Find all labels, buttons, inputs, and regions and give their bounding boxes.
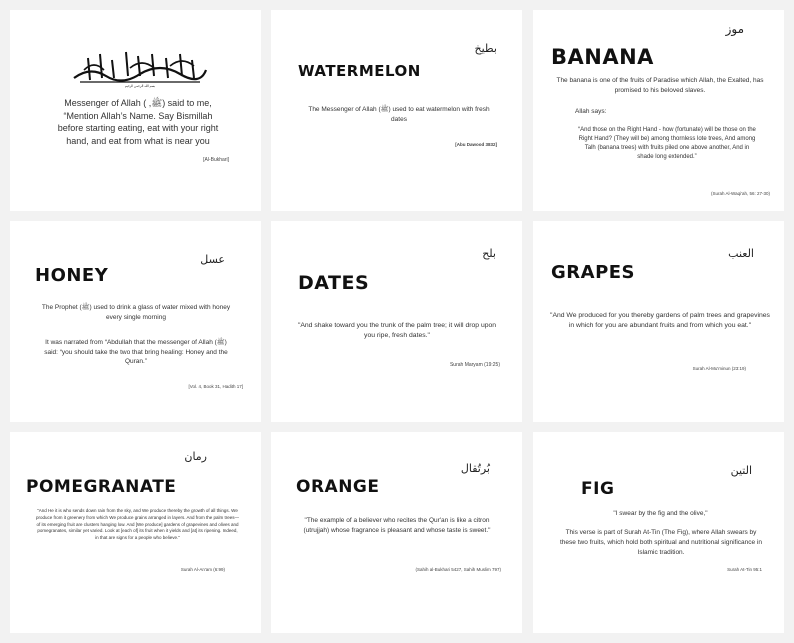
card-body: "And He it is who sends down rain from the sky, and We produce thereby the growth of all things. We produce from it greenery from which We produce grains arranged in layers. And from the palm trees—of its emerging fruit are clusters hanging low. And [We produce] gardens of grapevines and olives and pomegranates, similar yet varied. Look at [each of] its fruit when it yields and [at] its ripening. Indeed, in that are signs for a people who believe." xyxy=(36,508,240,541)
arabic-name: رمان xyxy=(184,450,207,463)
card-title: FIG xyxy=(581,479,615,499)
arabic-name: التين xyxy=(730,464,752,477)
card-title: BANANA xyxy=(551,45,654,69)
arabic-name: بطيخ xyxy=(474,42,497,55)
arabic-name: العنب xyxy=(728,247,754,260)
card-source: [Al-Bukhari] xyxy=(203,157,229,163)
card-title: WATERMELON xyxy=(298,62,421,80)
card-source: Surah Maryam (19:25) xyxy=(449,362,500,368)
card-title: GRAPES xyxy=(551,262,636,283)
card-body: "And shake toward you the trunk of the palm tree; it will drop upon you ripe, fresh dates." xyxy=(297,322,497,339)
arabic-name: موز xyxy=(725,22,744,36)
card-body: "And We produced for you thereby gardens of palm trees and grapevines in which for you are abundant fruits and from which you eat." xyxy=(550,312,770,329)
arabic-name: عسل xyxy=(200,253,225,266)
card-source: (Sahih al-Bukhari 5427, Sahih Muslim 797) xyxy=(415,567,501,572)
card-dates xyxy=(271,221,522,422)
card-banana xyxy=(533,10,784,211)
card-body: Messenger of Allah ( ,ﷺ) said to me, “Mention Allah’s Name. Say Bismillah before starting eating, eat with your right hand, and eat from what is near you xyxy=(57,98,219,146)
card-label: Allah says: xyxy=(575,108,607,115)
arabic-name: بلح xyxy=(482,247,496,260)
card-source: Surah Al-Mu'minun (23:19) xyxy=(692,366,746,371)
card-body: The banana is one of the fruits of Paradise which Allah, the Exalted, has promised to his beloved slaves. xyxy=(556,77,764,94)
card-honey xyxy=(10,221,261,422)
card-body: "The example of a believer who recites the Qur'an is like a citron (utrujjah) whose fragrance is pleasant and whose taste is sweet." xyxy=(303,517,491,534)
card-source: [Vol. 4, Book 31, Hadith 17] xyxy=(188,384,243,389)
bismillah-calligraphy-text: بسم الله الرحمن الرحيم xyxy=(124,84,156,88)
card-source: (Surah Al-Waqi'ah, 56: 27-30) xyxy=(711,191,770,196)
card-body-2: This verse is part of Surah At-Tin (The Fig), where Allah swears by these two fruits, which hold both spiritual and nutritional significance in Islamic tradition. xyxy=(560,529,762,556)
card-bismillah xyxy=(10,10,261,211)
card-quote: “And those on the Right Hand - how (fortunate) will be those on the Right Hand? (They will be) among thornless lote trees, And among Talh (banana trees) with fruits piled one above another, And in shade long extended.” xyxy=(578,127,756,160)
card-title: ORANGE xyxy=(296,477,380,497)
card-orange xyxy=(271,432,522,633)
card-watermelon xyxy=(271,10,522,211)
card-body: The Prophet (ﷺ) used to drink a glass of water mixed with honey every single morning xyxy=(41,304,231,321)
bismillah-calligraphy xyxy=(70,48,210,88)
card-body: "I swear by the fig and the olive," xyxy=(613,510,708,517)
card-title: HONEY xyxy=(35,265,109,286)
card-grapes xyxy=(533,221,784,422)
card-body-2: It was narrated from “Abdullah that the messenger of Allah (ﷺ) said: “you should take the two that bring healing: Honey and the Quran.” xyxy=(44,339,228,365)
card-body: The Messenger of Allah (ﷺ) used to eat watermelon with fresh dates xyxy=(308,106,490,123)
card-pomegranate xyxy=(10,432,261,633)
card-fig xyxy=(533,432,784,633)
card-title: DATES xyxy=(298,272,370,294)
card-source: [Abu Dawood 3832] xyxy=(455,142,497,147)
card-title: POMEGRANATE xyxy=(26,477,177,497)
arabic-name: بُرتُقال xyxy=(460,462,490,475)
card-source: Surah Al-An'am (6:99) xyxy=(180,567,225,572)
card-source: Surah At-Tin 95:1 xyxy=(727,567,762,572)
